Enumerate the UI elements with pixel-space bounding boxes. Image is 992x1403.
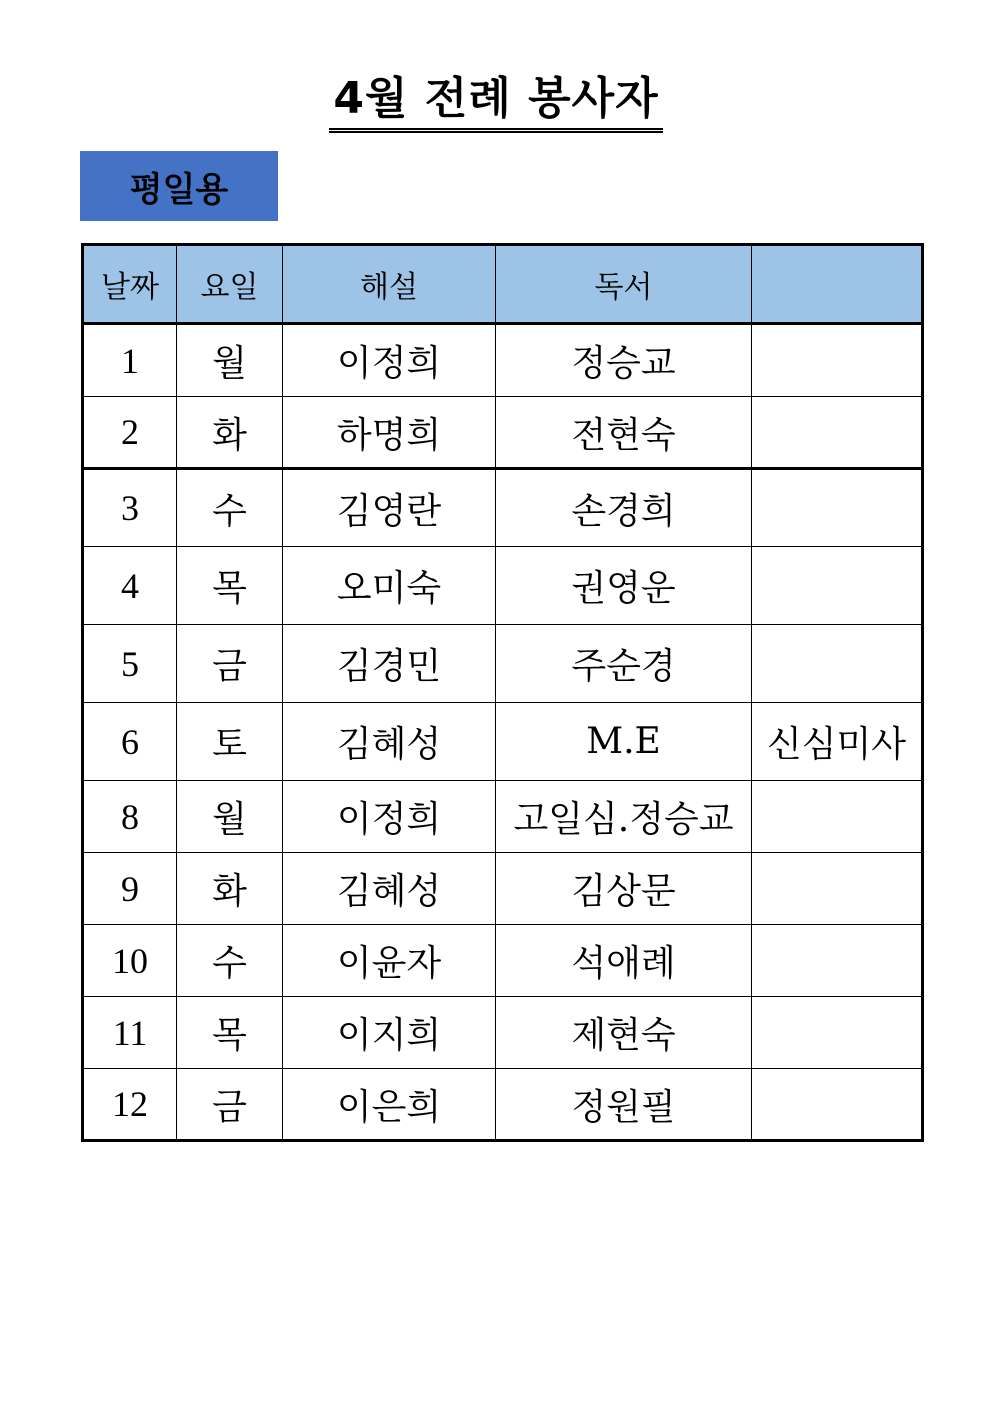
cell-date: 6 <box>83 703 177 781</box>
cell-commentator: 이은희 <box>283 1069 496 1141</box>
cell-note <box>752 397 923 469</box>
cell-date: 1 <box>83 324 177 397</box>
cell-day: 월 <box>177 781 283 853</box>
cell-note <box>752 1069 923 1141</box>
cell-day: 금 <box>177 625 283 703</box>
cell-date: 11 <box>83 997 177 1069</box>
cell-date: 9 <box>83 853 177 925</box>
header-note <box>752 245 923 324</box>
cell-note <box>752 925 923 997</box>
table-row <box>83 925 923 997</box>
cell-reader: 권영운 <box>496 547 752 625</box>
cell-day: 목 <box>177 547 283 625</box>
cell-reader: 정승교 <box>496 324 752 397</box>
cell-note <box>752 324 923 397</box>
header-row <box>83 245 923 324</box>
table-row <box>83 547 923 625</box>
cell-commentator: 김경민 <box>283 625 496 703</box>
cell-commentator: 김혜성 <box>283 853 496 925</box>
header-reader: 독서 <box>496 245 752 324</box>
page-title-text: 4월 전례 봉사자 <box>329 72 662 133</box>
section-badge: 평일용 <box>80 151 278 221</box>
cell-commentator: 오미숙 <box>283 547 496 625</box>
cell-date: 5 <box>83 625 177 703</box>
cell-reader: 김상문 <box>496 853 752 925</box>
table-row <box>83 997 923 1069</box>
table-row <box>83 397 923 469</box>
cell-day: 금 <box>177 1069 283 1141</box>
cell-commentator: 김영란 <box>283 469 496 547</box>
table-row <box>83 1069 923 1141</box>
cell-commentator: 이정희 <box>283 324 496 397</box>
cell-reader: 석애례 <box>496 925 752 997</box>
cell-reader: M.E <box>496 703 752 781</box>
header-commentator: 해설 <box>283 245 496 324</box>
table-row <box>83 853 923 925</box>
cell-day: 화 <box>177 397 283 469</box>
page-title <box>0 72 992 133</box>
cell-reader: 주순경 <box>496 625 752 703</box>
cell-reader: 손경희 <box>496 469 752 547</box>
cell-day: 수 <box>177 469 283 547</box>
cell-date: 10 <box>83 925 177 997</box>
table-row <box>83 324 923 397</box>
cell-reader: 정원필 <box>496 1069 752 1141</box>
cell-commentator: 이윤자 <box>283 925 496 997</box>
header-day: 요일 <box>177 245 283 324</box>
cell-day: 월 <box>177 324 283 397</box>
cell-date: 8 <box>83 781 177 853</box>
cell-commentator: 이지희 <box>283 997 496 1069</box>
cell-day: 화 <box>177 853 283 925</box>
table-row <box>83 469 923 547</box>
cell-day: 목 <box>177 997 283 1069</box>
cell-reader: 전현숙 <box>496 397 752 469</box>
cell-date: 2 <box>83 397 177 469</box>
cell-note <box>752 997 923 1069</box>
cell-day: 토 <box>177 703 283 781</box>
table-row <box>83 625 923 703</box>
schedule-table <box>81 243 924 1142</box>
cell-reader: 제현숙 <box>496 997 752 1069</box>
cell-date: 4 <box>83 547 177 625</box>
cell-note <box>752 853 923 925</box>
cell-commentator: 김혜성 <box>283 703 496 781</box>
table-row <box>83 703 923 781</box>
cell-commentator: 하명희 <box>283 397 496 469</box>
cell-note: 신심미사 <box>752 703 923 781</box>
cell-note <box>752 547 923 625</box>
cell-reader: 고일심.정승교 <box>496 781 752 853</box>
cell-note <box>752 781 923 853</box>
cell-note <box>752 469 923 547</box>
cell-commentator: 이정희 <box>283 781 496 853</box>
header-date: 날짜 <box>83 245 177 324</box>
cell-day: 수 <box>177 925 283 997</box>
cell-date: 12 <box>83 1069 177 1141</box>
cell-date: 3 <box>83 469 177 547</box>
table-row <box>83 781 923 853</box>
cell-note <box>752 625 923 703</box>
